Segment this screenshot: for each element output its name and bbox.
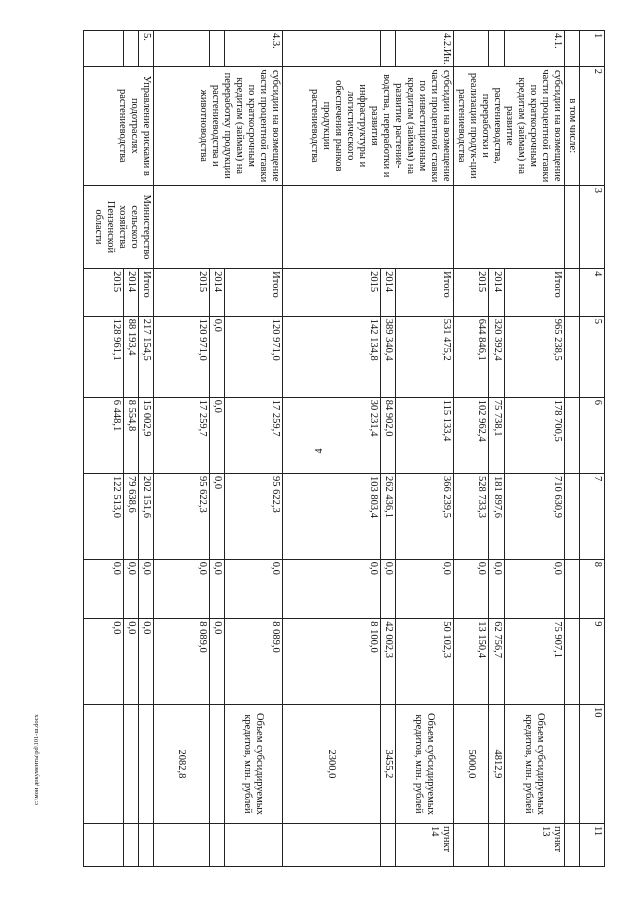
cell-value: 120 971,0	[154, 316, 210, 397]
cell-executor	[283, 185, 454, 268]
cell-year: Итого	[225, 269, 283, 317]
cell-value: 120 971,0	[225, 316, 283, 397]
cell-year: Итого	[504, 269, 564, 317]
cell-number: 5.	[139, 31, 154, 67]
cell-value: 115 133,4	[396, 397, 454, 473]
cell-value: 128 961,1	[84, 316, 124, 397]
cell-reference	[154, 824, 210, 867]
cell-year: Итого	[139, 269, 154, 317]
cell-value	[565, 397, 580, 473]
cell-year: 2015	[154, 269, 210, 317]
cell-number	[381, 31, 396, 67]
header-cell: 10	[580, 704, 605, 823]
cell-number	[454, 31, 489, 67]
cell-value: 103 803,4	[283, 473, 381, 559]
cell-value: 181 897,6	[489, 473, 505, 559]
cell-value: 95 622,3	[154, 473, 210, 559]
cell-reference	[124, 824, 139, 867]
cell-description: субсидии на возмещение части процентной ставки по инвестиционным кредитам (займам) на развитие растение-водства, переработки и развития инфраструктуры и логистического обеспечения рынков продукции растениеводства	[283, 66, 454, 185]
cell-reference	[84, 824, 124, 867]
cell-reference	[283, 824, 381, 867]
cell-year: 2014	[210, 269, 225, 317]
cell-value: 84 902,0	[381, 397, 396, 473]
cell-value: 0,0	[139, 559, 154, 619]
table-row	[139, 31, 154, 867]
header-cell: 5	[580, 316, 605, 397]
cell-value: 178 700,5	[504, 397, 564, 473]
cell-value: 0,0	[396, 559, 454, 619]
header-cell: 4	[580, 269, 605, 317]
cell-value: 217 154,5	[139, 316, 154, 397]
cell-number	[154, 31, 210, 67]
cell-value: 0,0	[84, 619, 124, 705]
file-path-footer: c:\мои документы\pd\101-ш.docx	[33, 714, 40, 805]
header-cell: 11	[580, 824, 605, 867]
cell-number: 4.3.	[225, 31, 283, 67]
cell-indicator: 5000,0	[454, 704, 489, 823]
cell-number	[84, 31, 124, 67]
cell-indicator: 2300,0	[283, 704, 381, 823]
cell-reference	[489, 824, 505, 867]
cell-value: 122 513,0	[84, 473, 124, 559]
cell-executor	[154, 185, 283, 268]
cell-value: 320 392,4	[489, 316, 505, 397]
cell-value: 710 630,9	[504, 473, 564, 559]
cell-description: в том числе:	[565, 66, 580, 185]
cell-value: 0,0	[210, 397, 225, 473]
cell-indicator	[124, 704, 139, 823]
cell-value: 8 089,0	[154, 619, 210, 705]
cell-value: 0,0	[381, 559, 396, 619]
cell-value: 102 962,4	[454, 397, 489, 473]
cell-value: 366 239,5	[396, 473, 454, 559]
table-row	[396, 31, 454, 867]
header-cell: 6	[580, 397, 605, 473]
cell-reference	[454, 824, 489, 867]
cell-indicator	[565, 704, 580, 823]
cell-value	[565, 619, 580, 705]
cell-value: 389 340,4	[381, 316, 396, 397]
cell-value: 0,0	[454, 559, 489, 619]
cell-indicator: 2082,8	[154, 704, 210, 823]
cell-reference	[565, 824, 580, 867]
cell-number	[210, 31, 225, 67]
cell-value	[565, 473, 580, 559]
cell-reference: пункт 14	[396, 824, 454, 867]
cell-number: 4.1.	[504, 31, 564, 67]
cell-value: 528 733,3	[454, 473, 489, 559]
header-cell: 2	[580, 66, 605, 185]
header-cell: 3	[580, 185, 605, 268]
cell-description: субсидии на возмещение части процентной ставки по краткосрочным кредитам (займам) на развитие растениеводства, переработки и реализации продук-ции растениеводства	[454, 66, 565, 185]
cell-value: 15 002,9	[139, 397, 154, 473]
cell-number	[489, 31, 505, 67]
cell-value: 0,0	[84, 559, 124, 619]
cell-number	[283, 31, 381, 67]
cell-year	[565, 269, 580, 317]
cell-value: 0,0	[489, 559, 505, 619]
header-row	[580, 31, 605, 867]
cell-value: 0,0	[225, 559, 283, 619]
cell-year: 2014	[489, 269, 505, 317]
cell-indicator: Объем субсидируемых кредитов, млн. рублей	[504, 704, 564, 823]
cell-value: 17 259,7	[225, 397, 283, 473]
cell-value: 0,0	[210, 619, 225, 705]
cell-value	[565, 316, 580, 397]
cell-value: 8 100,0	[283, 619, 381, 705]
cell-value: 0,0	[154, 559, 210, 619]
cell-reference	[225, 824, 283, 867]
table-row	[225, 31, 283, 867]
cell-year: 2015	[283, 269, 381, 317]
cell-executor	[454, 185, 565, 268]
data-table	[93, 30, 605, 867]
cell-value: 0,0	[139, 619, 154, 705]
cell-value: 30 231,4	[283, 397, 381, 473]
cell-value: 8 089,0	[225, 619, 283, 705]
cell-indicator: 4812,9	[489, 704, 505, 823]
cell-indicator	[139, 704, 154, 823]
table-row	[504, 31, 564, 867]
cell-reference: пункт 13	[504, 824, 564, 867]
cell-value: 95 622,3	[225, 473, 283, 559]
cell-reference	[381, 824, 396, 867]
cell-value: 62 756,7	[489, 619, 505, 705]
cell-value: 79 638,6	[124, 473, 139, 559]
cell-reference	[210, 824, 225, 867]
cell-value: 75 738,1	[489, 397, 505, 473]
cell-executor	[565, 185, 580, 268]
cell-indicator	[84, 704, 124, 823]
cell-value: 75 907,1	[504, 619, 564, 705]
cell-value: 0,0	[210, 316, 225, 397]
cell-value: 262 436,1	[381, 473, 396, 559]
cell-value: 531 475,2	[396, 316, 454, 397]
cell-year: 2014	[381, 269, 396, 317]
cell-value: 17 259,7	[154, 397, 210, 473]
cell-indicator	[210, 704, 225, 823]
cell-value: 0,0	[210, 559, 225, 619]
cell-value: 644 846,1	[454, 316, 489, 397]
page-number: 4	[314, 448, 325, 454]
cell-description: Управление рисками в подотраслях растениеводства	[84, 66, 154, 185]
cell-year: 2015	[454, 269, 489, 317]
table-row	[565, 31, 580, 867]
cell-number	[565, 31, 580, 67]
header-cell: 9	[580, 619, 605, 705]
cell-year: 2014	[124, 269, 139, 317]
cell-value: 202 151,6	[139, 473, 154, 559]
cell-year: 2015	[84, 269, 124, 317]
header-cell: 7	[580, 473, 605, 559]
cell-description: субсидии на возмещение части процентной ставки по краткосрочным кредитам (займам) на переработку продукции растениеводства и животноводства	[154, 66, 283, 185]
cell-value: 965 238,5	[504, 316, 564, 397]
cell-indicator: Объем субсидируемых кредитов, млн. рублей	[225, 704, 283, 823]
cell-value: 0,0	[283, 559, 381, 619]
cell-year: Итого	[396, 269, 454, 317]
cell-reference	[139, 824, 154, 867]
cell-value: 0,0	[210, 473, 225, 559]
cell-number: 4.2.Ин.	[396, 31, 454, 67]
cell-value: 42 002,3	[381, 619, 396, 705]
cell-indicator: Объем субсидируемых кредитов, млн. рублей	[396, 704, 454, 823]
cell-value: 0,0	[124, 559, 139, 619]
cell-value: 88 193,4	[124, 316, 139, 397]
cell-number	[124, 31, 139, 67]
cell-executor: Министерство сельского хозяйства Пензенской области	[84, 185, 154, 268]
cell-value: 8 554,8	[124, 397, 139, 473]
cell-value: 0,0	[124, 619, 139, 705]
cell-value: 142 134,8	[283, 316, 381, 397]
header-cell: 1	[580, 31, 605, 67]
header-cell: 8	[580, 559, 605, 619]
cell-value	[565, 559, 580, 619]
cell-indicator: 3455,2	[381, 704, 396, 823]
cell-value: 0,0	[504, 559, 564, 619]
cell-value: 6 448,1	[84, 397, 124, 473]
cell-value: 13 150,4	[454, 619, 489, 705]
cell-value: 50 102,3	[396, 619, 454, 705]
